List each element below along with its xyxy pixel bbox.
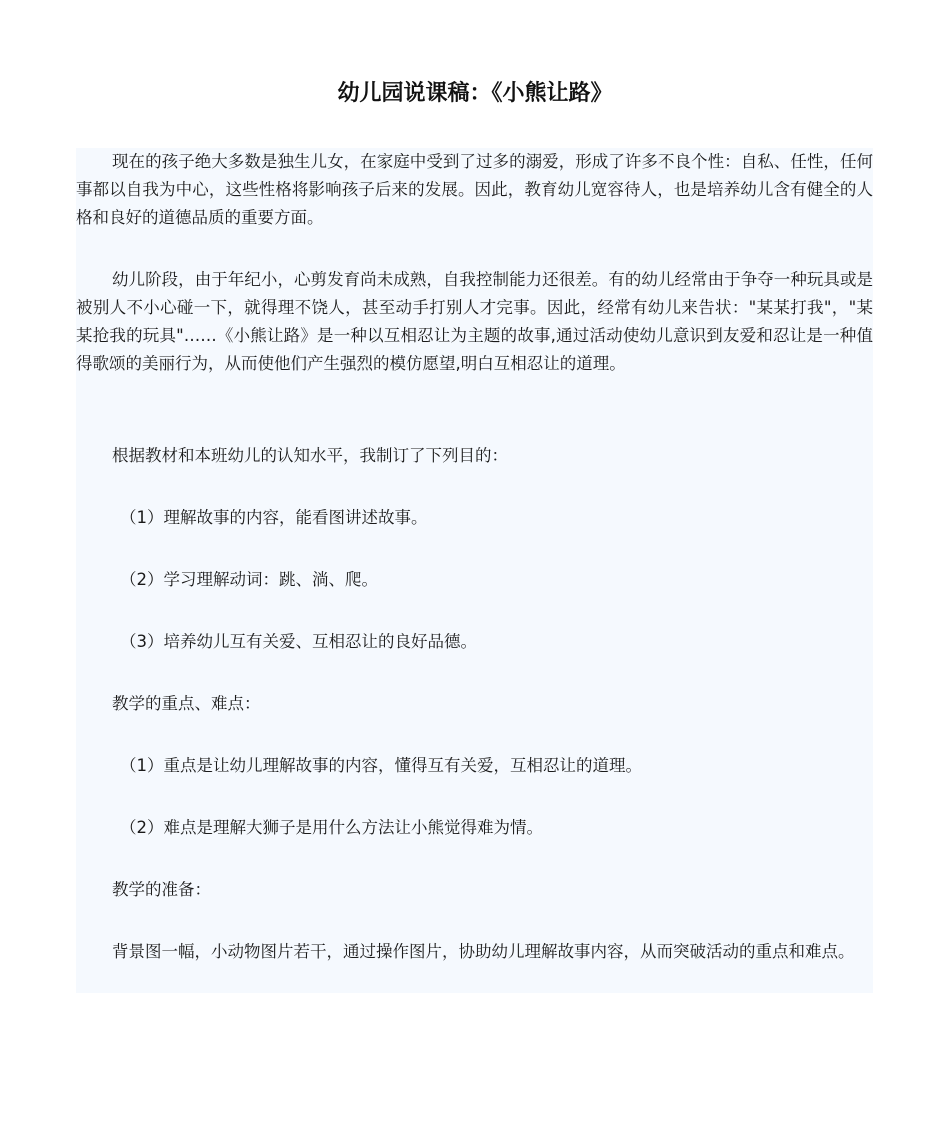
paragraph-preparation: 背景图一幅，小动物图片若干，通过操作图片，协助幼儿理解故事内容，从而突破活动的重点和难点。 — [112, 942, 855, 961]
paragraph-keypoints-heading: 教学的重点、难点： — [112, 694, 261, 713]
keypoint-item-1: （1）重点是让幼儿理解故事的内容，懂得互有关爱，互相忍让的道理。 — [120, 756, 642, 775]
goal-item-1: （1）理解故事的内容，能看图讲述故事。 — [120, 508, 428, 527]
keypoint-item-2: （2）难点是理解大狮子是用什么方法让小熊觉得难为情。 — [120, 818, 543, 837]
paragraph-preparation-heading: 教学的准备： — [112, 880, 211, 899]
document-body — [76, 148, 873, 993]
page-title: 幼儿园说课稿：《小熊让路》 — [337, 81, 613, 106]
goal-item-2: （2）学习理解动词：跳、淌、爬。 — [120, 570, 378, 589]
goal-item-3: （3）培养幼儿互有关爱、互相忍让的良好品德。 — [120, 632, 477, 651]
paragraph-intro: 现在的孩子绝大多数是独生儿女，在家庭中受到了过多的溺爱，形成了许多不良个性：自私、任性，任何事都以自我为中心，这些性格将影响孩子后来的发展。因此，教育幼儿宽容待人，也是培养幼儿含有健全的人格和良好的道德品质的重要方面。 — [76, 152, 873, 227]
paragraph-goals-heading: 根据教材和本班幼儿的认知水平，我制订了下列目的： — [112, 446, 508, 465]
paragraph-background: 幼儿阶段，由于年纪小，心剪发育尚未成熟，自我控制能力还很差。有的幼儿经常由于争夺一种玩具或是被别人不小心碰一下，就得理不饶人，甚至动手打别人才完事。因此，经常有幼儿来告状："某某打我"，"某某抢我的玩具"……《小熊让路》是一种以互相忍让为主题的故事,通过活动使幼儿意识到友爱和忍让是一种值得歌颂的美丽行为，从而使他们产生强烈的模仿愿望,明白互相忍让的道理。 — [76, 270, 873, 373]
